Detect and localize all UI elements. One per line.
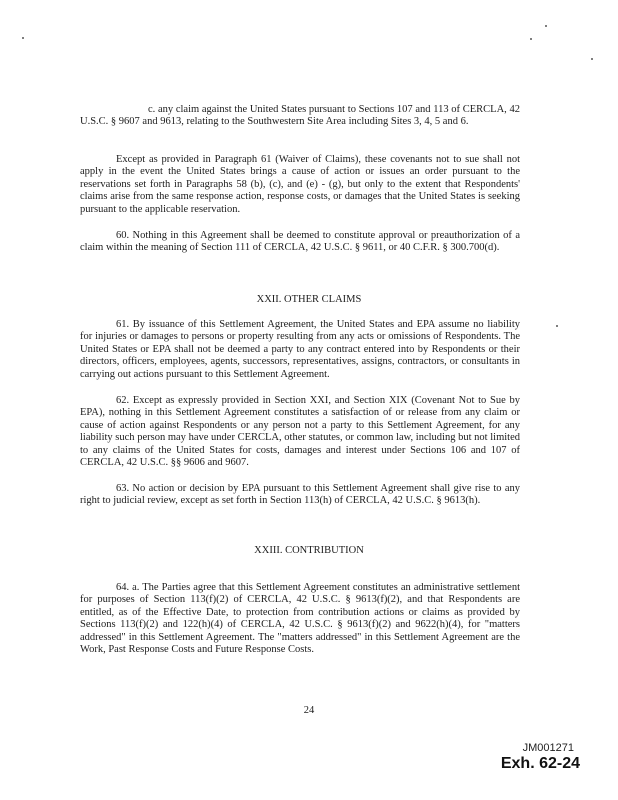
- section-heading-other-claims: XXII. OTHER CLAIMS: [256, 294, 362, 305]
- paragraph-60: 60. Nothing in this Agreement shall be deemed to constitute approval or preauthorization of a claim within the meaning of Section 111 of CERCLA, 42 U.S.C. § 9611, or 40 C.F.R. § 300.700(d).: [80, 230, 520, 254]
- scan-speck: [22, 37, 24, 39]
- exhibit-label: Exh. 62-24: [500, 755, 580, 772]
- scan-speck: [591, 58, 593, 60]
- scan-speck: [556, 325, 558, 327]
- scan-speck: [530, 38, 532, 40]
- paragraph-62: 62. Except as expressly provided in Section XXI, and Section XIX (Covenant Not to Sue by EPA), nothing in this Settlement Agreement constitutes a satisfaction of or release from any claim or cause of action against Respondents or any person not a party to this Settlement Agreement, for any liability such person may have under CERCLA, other statutes, or common law, including but not limited to any claims of the United States for costs, damages and interest under Sections 106 and 107 of CERCLA, 42 U.S.C. §§ 9606 and 9607.: [80, 395, 520, 469]
- paragraph-63: 63. No action or decision by EPA pursuant to this Settlement Agreement shall give rise to any right to judicial review, except as set forth in Section 113(h) of CERCLA, 42 U.S.C. § 9613(h).: [80, 483, 520, 507]
- paragraph-64a: 64. a. The Parties agree that this Settlement Agreement constitutes an administrative settlement for purposes of Section 113(f)(2) of CERCLA, 42 U.S.C. § 9613(f)(2), and that Respondents are entitled, as of the Effective Date, to protection from contribution actions or claims as provided by Sections 113(f)(2) and 122(h)(4) of CERCLA, 42 U.S.C. § 9613(f)(2) and 9622(h)(4), for "matters addressed" in this Settlement Agreement. The "matters addressed" in this Settlement Agreement are the Work, Past Response Costs and Future Response Costs.: [80, 582, 520, 656]
- paragraph-61: 61. By issuance of this Settlement Agreement, the United States and EPA assume no liability for injuries or damages to persons or property resulting from any acts or omissions of Respondents. The United States or EPA shall not be deemed a party to any contract entered into by Respondents or their directors, officers, employees, agents, successors, representatives, assigns, contractors, or consultants in carrying out actions pursuant to this Settlement Agreement.: [80, 319, 520, 380]
- paragraph-except: Except as provided in Paragraph 61 (Waiver of Claims), these covenants not to sue shall not apply in the event the United States brings a cause of action or issues an order pursuant to the reservations set forth in Paragraphs 58 (b), (c), and (e) - (g), but only to the extent that Respondents' claims arise from the same response action, response costs, or damages that the United States is seeking pursuant to the applicable reservation.: [80, 154, 520, 215]
- bates-number: JM001271: [522, 742, 574, 754]
- paragraph-59c: c. any claim against the United States pursuant to Sections 107 and 113 of CERCLA, 42 U.S.C. § 9607 and 9613, relating to the Southwestern Site Area including Sites 3, 4, 5 and 6.: [80, 104, 520, 128]
- section-heading-contribution: XXIII. CONTRIBUTION: [254, 545, 364, 556]
- scan-speck: [545, 25, 547, 27]
- page-number: 24: [303, 705, 315, 716]
